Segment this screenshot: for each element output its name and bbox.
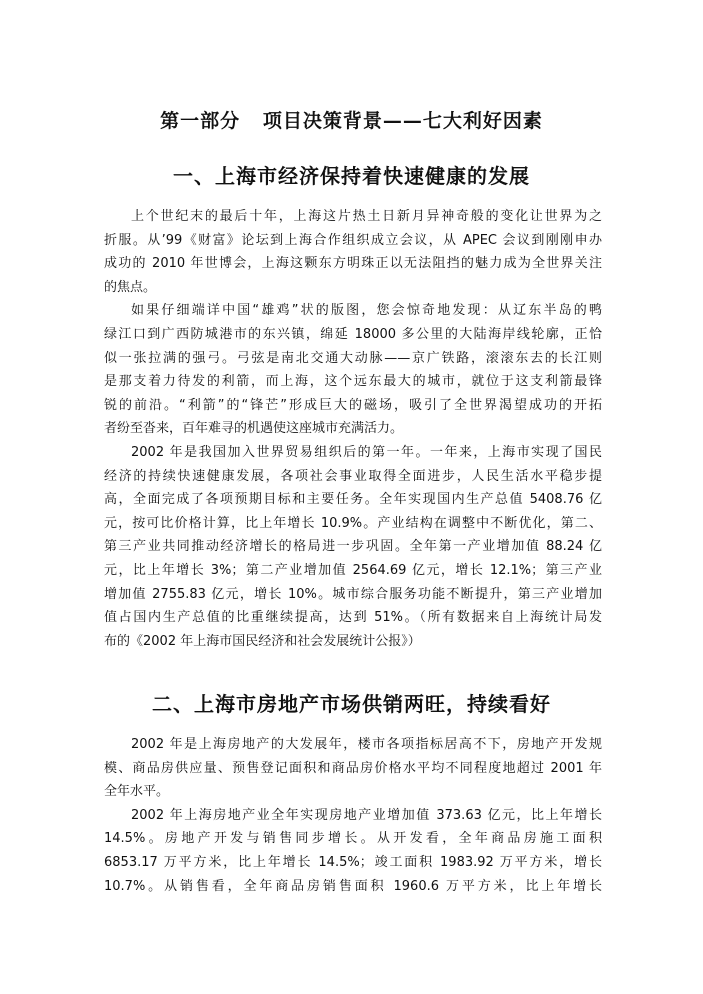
paragraph-line: 10.7%。从销售看，全年商品房销售面积 1960.6 万平方米，比上年增长 — [104, 878, 602, 894]
paragraph-line: 锐的前沿。“利箭”的“锋芒”形成巨大的磁场，吸引了全世界渴望成功的开拓 — [104, 397, 602, 413]
paragraph-line: 折服。从’99《财富》论坛到上海合作组织成立会议，从 APEC 会议到刚刚申办 — [104, 232, 602, 248]
paragraph-line: 2002 年是上海房地产的大发展年，楼市各项指标居高不下，房地产开发规 — [131, 737, 602, 752]
paragraph-line: 值占国内生产总值的比重继续提高，达到 51%。（所有数据来自上海统计局发 — [104, 610, 602, 626]
section-2-title: 二、上海市房地产市场供销两旺，持续看好 — [152, 692, 551, 716]
paragraph-line: 2002 年上海房地产业全年实现房地产业增加值 373.63 亿元，比上年增长 — [131, 807, 602, 823]
paragraph-line: 增加值 2755.83 亿元，增长 10%。城市综合服务功能不断提升，第三产业增加 — [104, 586, 602, 602]
paragraph-line: 高，全面完成了各项预期目标和主要任务。全年实现国内生产总值 5408.76 亿 — [104, 492, 602, 508]
paragraph-line: 者纷至沓来，百年难寻的机遇使这座城市充满活力。 — [104, 421, 404, 437]
section-2-body — [104, 733, 602, 898]
paragraph-line: 是那支着力待发的利箭，而上海，这个远东最大的城市，就位于这支利箭最锋 — [104, 374, 602, 390]
paragraph-line: 元，按可比价格计算，比上年增长 10.9%。产业结构在调整中不断优化，第二、 — [104, 515, 602, 531]
section-1-body — [104, 205, 602, 653]
paragraph-line: 成功的 2010 年世博会，上海这颗东方明珠正以无法阻挡的魅力成为全世界关注 — [104, 256, 602, 272]
paragraph-line: 全年水平。 — [104, 784, 170, 800]
paragraph-line: 的焦点。 — [104, 279, 157, 295]
paragraph-line: 上个世纪末的最后十年，上海这片热土日新月异神奇般的变化让世界为之 — [131, 209, 602, 224]
paragraph-line: 经济的持续快速健康发展，各项社会事业取得全面进步，人民生活水平稳步提 — [104, 468, 602, 484]
paragraph-line: 如果仔细端详中国“雄鸡”状的版图，您会惊奇地发现：从辽东半岛的鸭 — [131, 303, 602, 319]
paragraph-line: 似一张拉满的强弓。弓弦是南北交通大动脉——京广铁路，滚滚东去的长江则 — [104, 350, 602, 366]
paragraph-line: 绿江口到广西防城港市的东兴镇，绵延 18000 多公里的大陆海岸线轮廓，正恰 — [104, 326, 602, 342]
paragraph-line: 元，比上年增长 3%；第二产业增加值 2564.69 亿元，增长 12.1%；第三产业 — [104, 562, 602, 578]
part-title: 第一部分 项目决策背景——七大利好因素 — [160, 110, 543, 132]
paragraph-line: 模、商品房供应量、预售登记面积和商品房价格水平均不同程度地超过 2001 年 — [104, 760, 602, 776]
paragraph-line: 布的《2002 年上海市国民经济和社会发展统计公报》） — [104, 633, 421, 649]
paragraph-line: 第三产业共同推动经济增长的格局进一步巩固。全年第一产业增加值 88.24 亿 — [104, 539, 602, 555]
section-1-title: 一、上海市经济保持着快速健康的发展 — [173, 164, 530, 188]
paragraph-line: 14.5%。房地产开发与销售同步增长。从开发看，全年商品房施工面积 — [104, 831, 602, 847]
paragraph-line: 2002 年是我国加入世界贸易组织后的第一年。一年来，上海市实现了国民 — [131, 444, 602, 460]
paragraph-line: 6853.17 万平方米，比上年增长 14.5%；竣工面积 1983.92 万平方米，增长 — [104, 854, 602, 870]
